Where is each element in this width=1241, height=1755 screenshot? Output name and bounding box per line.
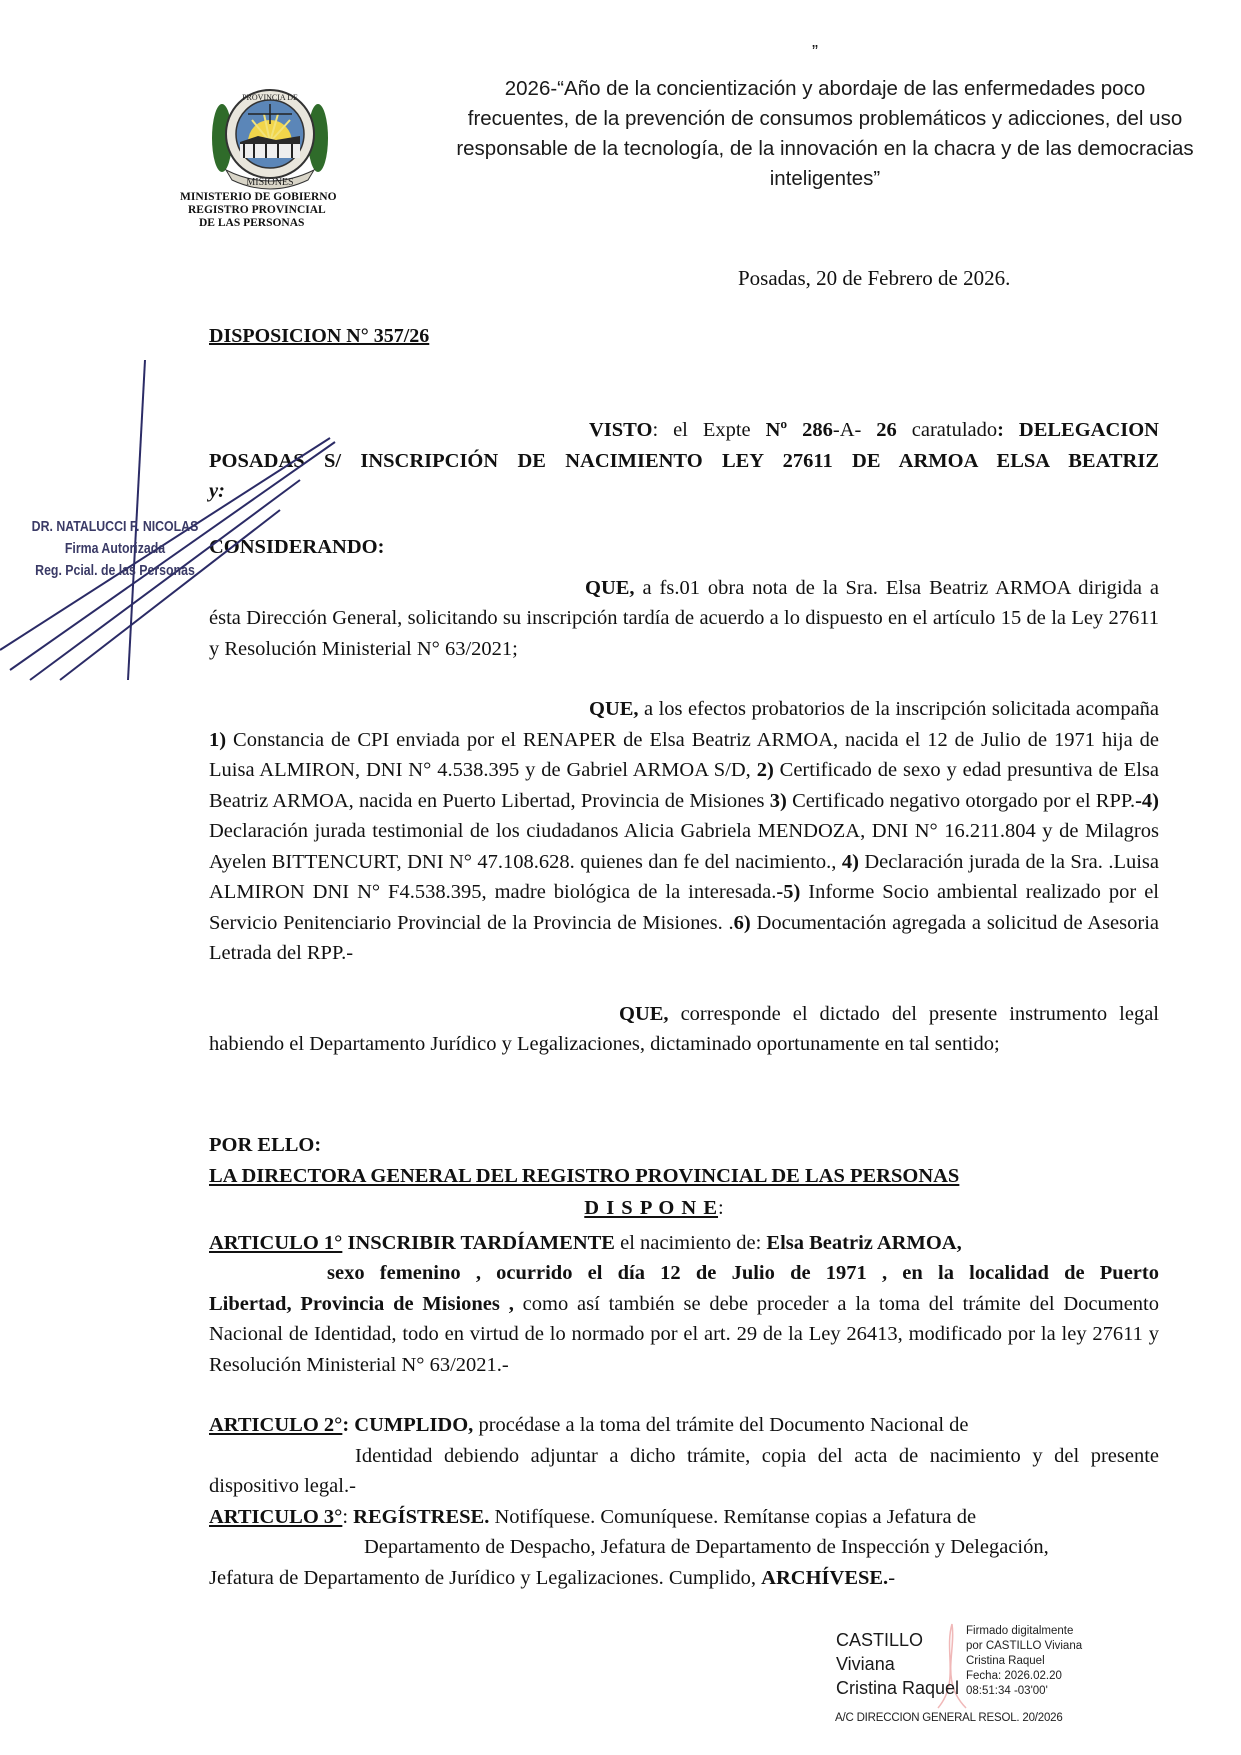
- signer-name-line: Viviana: [836, 1654, 895, 1674]
- motto-line: inteligentes”: [769, 167, 881, 190]
- article-text: dispositivo legal.-: [209, 1475, 356, 1497]
- item-number: -4): [1135, 789, 1159, 812]
- year-motto: [450, 74, 1200, 194]
- province-crest-logo: [208, 80, 332, 192]
- expte-number: Nº 286: [765, 419, 833, 441]
- que-text: a fs.01 obra nota de la Sra. Elsa Beatriz ARMOA: [634, 576, 1071, 599]
- signature-detail-line: 08:51:34 -03'00': [966, 1685, 1048, 1697]
- signature-detail-line: Firmado digitalmente: [966, 1625, 1074, 1637]
- article-text: Identidad debiendo adjuntar a dicho trámite, copia del acta de nacimiento y del presente: [355, 1444, 1159, 1467]
- stamp-line: Reg. Pcial. de las Personas: [35, 563, 195, 579]
- disposition-title: DISPOSICION N° 357/26: [209, 325, 430, 347]
- visto-text: : el Expte: [652, 419, 766, 441]
- motto-line: 2026-“Año de la concientización y abordaje de las enfermedades poco: [504, 77, 1146, 100]
- visto-label: VISTO: [589, 419, 653, 441]
- ministry-line: DE LAS PERSONAS: [199, 217, 305, 229]
- item-number: 1): [209, 728, 227, 751]
- article-label: ARTICULO 3°: [209, 1505, 343, 1528]
- ministry-line: MINISTERIO DE GOBIERNO: [180, 191, 337, 203]
- digital-signer-name: [836, 1628, 959, 1700]
- signature-detail-line: Cristina Raquel: [966, 1655, 1045, 1667]
- signature-detail-line: por CASTILLO Viviana: [966, 1640, 1083, 1652]
- por-ello-heading: POR ELLO:: [209, 1134, 322, 1156]
- dispone-heading: [209, 1193, 1159, 1224]
- ministry-line: REGISTRO PROVINCIAL: [188, 204, 326, 216]
- visto-caption-end: y:: [209, 480, 225, 502]
- stamp-line: DR. NATALUCCI F. NICOLAS: [31, 519, 199, 535]
- considerando-heading: CONSIDERANDO:: [209, 536, 385, 558]
- que-lead: QUE,: [619, 1002, 669, 1025]
- ministry-heading: [180, 191, 360, 230]
- article-action: : CUMPLIDO,: [342, 1414, 474, 1436]
- birth-place: Libertad, Provincia de Misiones ,: [209, 1292, 514, 1315]
- considerando-que-2: [209, 694, 1159, 969]
- que-text: Certificado negativo otorgado por el RPP.: [786, 789, 1136, 812]
- article-label: ARTICULO 2°: [209, 1414, 343, 1436]
- article-label: ARTICULO 1°: [209, 1231, 343, 1254]
- que-text: Certificado de sexo y edad presuntiva de Elsa Beatriz ARMOA, nacida en Puerto Libertad, Provincia de Misiones: [209, 759, 1159, 812]
- digital-signature-details: [966, 1624, 1082, 1699]
- visto-caption: : DELEGACION: [997, 419, 1159, 441]
- motto-line: responsable de la tecnología, de la innovación en la chacra y de las democracias: [456, 137, 1194, 160]
- considerando-que-3: [209, 999, 1159, 1060]
- visto-text: caratulado: [896, 419, 998, 441]
- article-text: sexo femenino , ocurrido el día 12 de Julio de 1971 , en la localidad de Puerto: [327, 1262, 1159, 1284]
- expte-year: 26: [876, 419, 897, 441]
- article-text: -: [888, 1566, 896, 1589]
- article-text: Jefatura de Departamento de Jurídico y Legalizaciones. Cumplido,: [209, 1566, 762, 1589]
- article-2: [209, 1410, 1159, 1502]
- misiones-coat-of-arms-icon: [208, 80, 332, 192]
- article-3: [209, 1502, 1159, 1594]
- archive-action: ARCHÍVESE.: [761, 1566, 889, 1589]
- item-number: -5): [776, 881, 801, 903]
- dispone-colon: :: [718, 1197, 724, 1219]
- motto-line: frecuentes, de la prevención de consumos problemáticos y adicciones, del uso: [467, 107, 1183, 130]
- svg-text:PROVINCIA DE: PROVINCIA DE: [242, 93, 298, 102]
- item-number: 3): [769, 789, 787, 812]
- article-action: INSCRIBIR TARDÍAMENTE: [342, 1231, 615, 1254]
- stray-quote-mark: ”: [812, 42, 818, 62]
- que-text: Documentación agregada a solicitud de Asesoria Letrada del RPP.-: [209, 911, 1159, 964]
- que-text: legal habiendo el Departamento Jurídico y Legalizaciones, dictaminado oportunamente en tal sentido;: [209, 1002, 1159, 1055]
- que-text: acompaña: [1075, 698, 1160, 720]
- que-text: Declaración jurada de la Sra. .Luisa ALMIRON DNI N° F4.538.395, madre biológica de la interesada.: [209, 850, 1159, 903]
- que-text: Declaración jurada testimonial de los ciudadanos Alicia Gabriela MENDOZA, DNI N° 16.211.804 y de Milagros Ayelen BITTENCURT, DNI N° 47.108.628. quienes dan fe del nacimiento.,: [209, 820, 1159, 873]
- item-number: 6): [733, 911, 751, 934]
- article-text: el nacimiento de:: [614, 1231, 767, 1254]
- dispone-label: D I S P O N E: [584, 1197, 719, 1219]
- que-text: Constancia de CPI enviada por el RENAPER de Elsa Beatriz ARMOA, nacida el 12 de Julio de 1971 hija de Luisa ALMIRON, DNI N° 4.538.395 y de Gabriel ARMOA S/D,: [209, 728, 1159, 781]
- document-date: Posadas, 20 de Febrero de 2026.: [738, 266, 1011, 290]
- resolution-section: [209, 1130, 1159, 1593]
- item-number: 2): [756, 759, 774, 781]
- authorized-signature-stamp: [30, 516, 200, 582]
- authority-heading: LA DIRECTORA GENERAL DEL REGISTRO PROVINCIAL DE LAS PERSONAS: [209, 1164, 960, 1187]
- que-text: a los efectos probatorios de la inscripción solicitada: [638, 698, 1071, 720]
- stamp-line: Firma Autorizada: [64, 541, 166, 557]
- que-text: corresponde el dictado del presente instrumento: [668, 1002, 1108, 1025]
- signer-name-line: CASTILLO: [836, 1630, 924, 1650]
- que-lead: QUE,: [589, 698, 639, 720]
- article-1: [209, 1228, 1159, 1381]
- visto-text: -A-: [832, 419, 877, 441]
- person-name: Elsa Beatriz ARMOA,: [766, 1231, 962, 1254]
- que-text: dirigida a ésta Dirección General, solicitando su inscripción tardía de acuerdo a lo dispuesto en el artículo 15 de la Ley 27611 y Resolución Ministerial N° 63/2021;: [209, 576, 1159, 660]
- article-action: REGÍSTRESE.: [353, 1505, 490, 1528]
- article-text: como así también se debe proceder a la toma del trámite del Documento Nacional de Identidad, todo en virtud de lo normado por el art. 29 de la Ley 26413, modificado por la ley 27611 y Resolución Ministerial N° 63/2021.-: [209, 1292, 1159, 1376]
- article-text: Departamento de Despacho, Jefatura de Departamento de Inspección y Delegación,: [364, 1536, 1049, 1558]
- que-lead: QUE,: [585, 576, 635, 599]
- item-number: 4): [841, 850, 859, 873]
- article-text: Notifíquese. Comuníquese. Remítanse copias a Jefatura de: [489, 1505, 977, 1528]
- visto-caption-line: POSADAS S/ INSCRIPCIÓN DE NACIMIENTO LEY 27611 DE ARMOA ELSA BEATRIZ: [209, 449, 1159, 472]
- svg-text:MISIONES: MISIONES: [246, 177, 294, 188]
- signature-detail-line: Fecha: 2026.02.20: [966, 1670, 1062, 1682]
- signer-name-line: Cristina Raquel: [836, 1678, 960, 1698]
- signature-authority-footer: A/C DIRECCION GENERAL RESOL. 20/2026: [835, 1712, 1063, 1724]
- que-text: Informe Socio ambiental realizado por el Servicio Penitenciario Provincial de la Provincia de Misiones. .: [209, 881, 1159, 934]
- article-text: :: [342, 1505, 354, 1528]
- article-text: procédase a la toma del trámite del Documento Nacional de: [473, 1414, 969, 1436]
